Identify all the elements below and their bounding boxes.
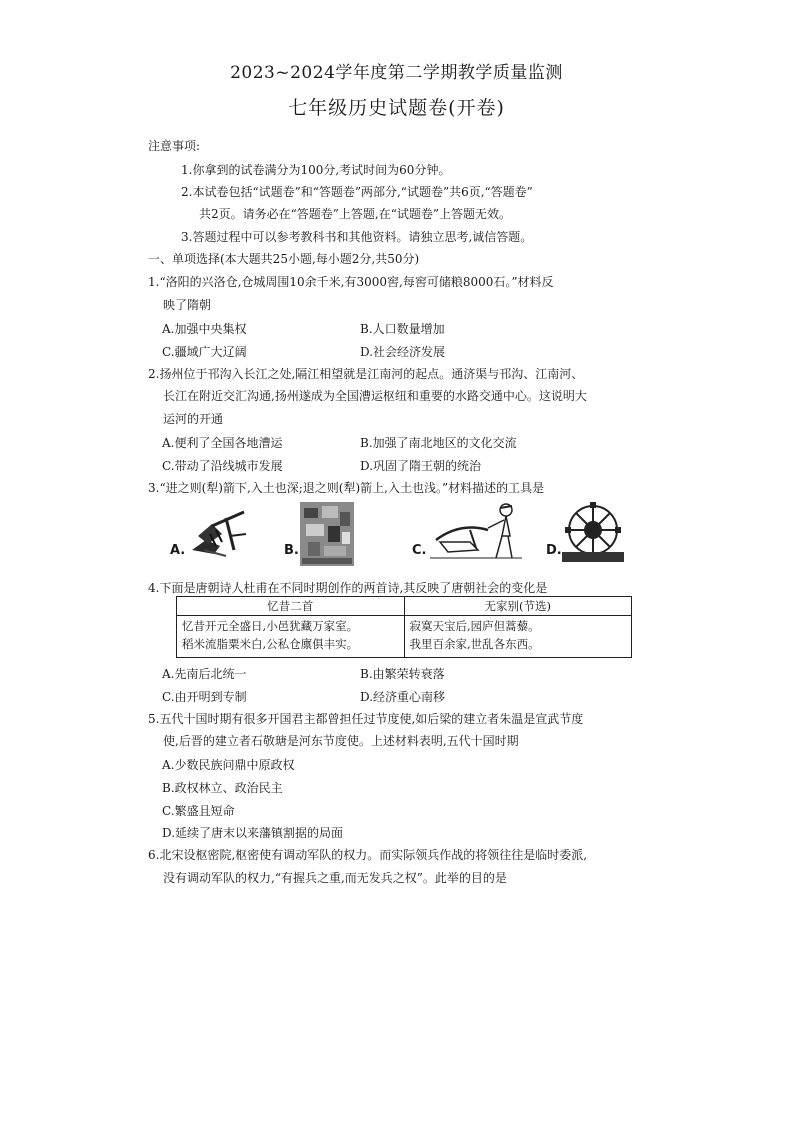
question-5-line: 使,后晋的建立者石敬瑭是河东节度使。上述材料表明,五代十国时期 <box>163 734 519 748</box>
note-item: 2.本试卷包括“试题卷”和“答题卷”两部分,“试题卷”共6页,“答题卷” <box>181 185 533 199</box>
question-1-line: 1.“洛阳的兴洛仓,仓城周围10余千米,有3000窖,每窖可储粮8000石。”材料反 <box>148 275 554 289</box>
poem-line: 我里百余家,世乱各东西。 <box>409 637 540 651</box>
q1-option-c[interactable]: C.疆域广大辽阔 <box>162 345 247 359</box>
section-heading: 一、单项选择(本大题共25小题,每小题2分,共50分) <box>148 252 420 266</box>
q3-option-b[interactable]: B. <box>284 543 299 558</box>
q1-option-d[interactable]: D.社会经济发展 <box>360 345 446 359</box>
q5-option-b[interactable]: B.政权林立、政治民主 <box>162 781 283 795</box>
q3-option-c[interactable]: C. <box>412 543 427 558</box>
q2-option-b[interactable]: B.加强了南北地区的文化交流 <box>360 436 517 450</box>
question-5-line: 5.五代十国时期有很多开国君主都曾担任过节度使,如后梁的建立者朱温是宣武节度 <box>148 712 584 726</box>
q5-option-c[interactable]: C.繁盛且短命 <box>162 804 235 818</box>
q1-option-a[interactable]: A.加强中央集权 <box>162 322 247 336</box>
q3-option-d[interactable]: D. <box>546 543 562 558</box>
textured-tool-image-b[interactable] <box>300 502 354 566</box>
question-6-line: 6.北宋设枢密院,枢密使有调动军队的权力。而实际领兵作战的将领往往是临时委派, <box>148 848 588 862</box>
poem-body <box>404 616 632 658</box>
poem-line: 忆昔开元全盛日,小邑犹藏万家室。 <box>182 619 359 633</box>
note-item: 共2页。请务必在“答题卷”上答题,在“试题卷”上答题无效。 <box>199 207 511 221</box>
poem-line: 稻米流脂粟米白,公私仓廪俱丰实。 <box>182 637 359 651</box>
q2-option-a[interactable]: A.便利了全国各地漕运 <box>162 436 283 450</box>
q2-option-c[interactable]: C.带动了沿线城市发展 <box>162 459 283 473</box>
question-3-line: 3.“进之则(犁)箭下,入土也深;退之则(犁)箭上,入土也浅。”材料描述的工具是 <box>148 481 545 495</box>
q2-option-d[interactable]: D.巩固了隋王朝的统治 <box>360 459 482 473</box>
exam-title: 2023~2024学年度第二学期教学质量监测 <box>230 63 563 83</box>
question-2-line: 2.扬州位于邗沟入长江之处,隔江相望就是江南河的起点。通济渠与邗沟、江南河、 <box>148 367 584 381</box>
poem-body <box>177 616 405 658</box>
exam-subtitle: 七年级历史试题卷(开卷) <box>288 97 505 119</box>
question-6-line: 没有调动军队的权力,“有握兵之重,而无发兵之权”。此举的目的是 <box>163 871 507 885</box>
note-item: 1.你拿到的试卷满分为100分,考试时间为60分钟。 <box>181 163 451 177</box>
q3-option-a[interactable]: A. <box>170 543 186 558</box>
poem-comparison-table <box>176 596 632 658</box>
poem-title: 忆昔二首 <box>177 597 405 616</box>
q1-option-b[interactable]: B.人口数量增加 <box>360 322 445 336</box>
q5-option-a[interactable]: A.少数民族问鼎中原政权 <box>162 758 295 772</box>
question-1-line: 映了隋朝 <box>163 298 212 312</box>
curved-plow-image-a[interactable] <box>186 506 256 562</box>
notes-heading: 注意事项: <box>148 139 201 153</box>
q4-option-c[interactable]: C.由开明到专制 <box>162 690 247 704</box>
plowing-farmer-image-c[interactable] <box>430 500 522 566</box>
q4-option-a[interactable]: A.先南后北统一 <box>162 667 247 681</box>
q4-option-d[interactable]: D.经济重心南移 <box>360 690 446 704</box>
q4-option-b[interactable]: B.由繁荣转衰落 <box>360 667 445 681</box>
question-2-line: 运河的开通 <box>163 412 224 426</box>
poem-line: 寂寞天宝后,园庐但蒿藜。 <box>409 619 540 633</box>
question-4-line: 4.下面是唐朝诗人杜甫在不同时期创作的两首诗,其反映了唐朝社会的变化是 <box>148 581 548 595</box>
q5-option-d[interactable]: D.延续了唐末以来藩镇割据的局面 <box>162 826 344 840</box>
question-2-line: 长江在附近交汇沟通,扬州遂成为全国漕运枢纽和重要的水路交通中心。这说明大 <box>163 389 587 403</box>
poem-title: 无家别(节选) <box>404 597 632 616</box>
water-wheel-image-d[interactable] <box>562 500 624 566</box>
note-item: 3.答题过程中可以参考教科书和其他资料。请独立思考,诚信答题。 <box>181 230 533 244</box>
